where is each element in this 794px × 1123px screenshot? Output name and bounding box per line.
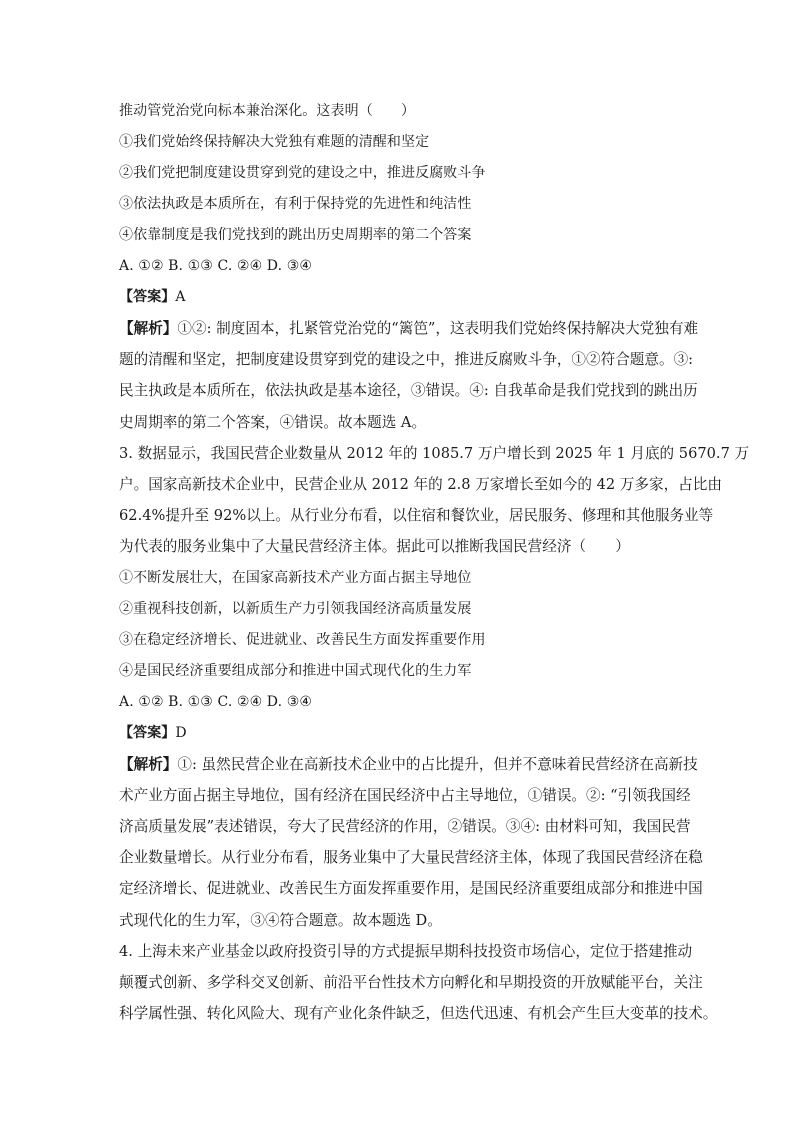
q2-choices: A. ①② B. ①③ C. ②④ D. ③④ [119, 258, 312, 274]
q2-analysis-line-1 [119, 313, 699, 344]
q3-analysis-line-2: 术产业方面占据主导地位，国有经济在国民经济中占主导地位，①错误。②: “引领我国经 [119, 786, 691, 804]
q3-option-1: ①不断发展壮大，在国家高新技术产业方面占据主导地位 [119, 569, 472, 586]
q3-choices: A. ①② B. ①③ C. ②④ D. ③④ [119, 693, 312, 710]
q2-stem-tail: 推动管党治党向标本兼治深化。这表明（ ） [119, 103, 416, 119]
q4-stem-line-2: 颠覆式创新、多学科交叉创新、前沿平台性技术方向孵化和早期投资的开放赋能平台，关注 [119, 974, 703, 992]
q3-answer-value: D [175, 724, 187, 741]
q4-stem-line-3: 科学属性强、转化风险大、现有产业化条件缺乏，但迭代迅速、有机会产生巨大变革的技术。 [119, 1005, 718, 1023]
q3-stem-line-2: 户。国家高新技术企业中，民营企业从 2012 年的 2.8 万家增长至如今的 42 万多家，占比由 [119, 476, 722, 494]
q3-analysis-line-5: 定经济增长、促进就业、改善民生方面发挥重要作用，是国民经济重要组成部分和推进中国 [119, 880, 703, 898]
q3-analysis-line-1 [119, 749, 698, 780]
q3-analysis-label: 【解析】 [119, 755, 178, 773]
q3-analysis-text-1: ①: 虽然民营企业在高新技术企业中的占比提升，但并不意味着民营经济在高新技 [177, 755, 698, 773]
q2-answer-value: A [175, 289, 186, 305]
q2-option-4: ④依靠制度是我们党找到的跳出历史周期率的第二个答案 [119, 227, 472, 243]
q3-option-2: ②重视科技创新，以新质生产力引领我国经济高质量发展 [119, 600, 472, 617]
q3-answer [119, 718, 679, 749]
q2-answer-label: 【答案】 [119, 289, 176, 305]
q3-analysis-line-3: 济高质量发展”表述错误，夸大了民营经济的作用，②错误。③④: 由材料可知，我国民营 [119, 818, 691, 836]
q4-stem-line-1: 4. 上海未来产业基金以政府投资引导的方式提振早期科技投资市场信心，定位于搭建推动 [119, 942, 693, 960]
q3-analysis-line-6: 式现代化的生力军，③④符合题意。故本题选 D。 [119, 911, 442, 929]
q3-option-4: ④是国民经济重要组成部分和推进中国式现代化的生力军 [119, 662, 472, 679]
q2-analysis-line-3: 民主执政是本质所在，依法执政是基本途径，③错误。④: 自我革命是我们党找到的跳出历 [119, 382, 698, 400]
q3-stem-line-1: 3. 数据显示，我国民营企业数量从 2012 年的 1085.7 万户增长到 2025 年 1 月底的 5670.7 万 [119, 444, 750, 462]
q2-option-2: ②我们党把制度建设贯穿到党的建设之中，推进反腐败斗争 [119, 165, 486, 181]
q2-answer [119, 282, 679, 313]
q2-option-1: ①我们党始终保持解决大党独有难题的清醒和坚定 [119, 134, 430, 150]
q3-option-3: ③在稳定经济增长、促进就业、改善民生方面发挥重要作用 [119, 631, 486, 648]
q2-analysis-text-1: ①②: 制度固本，扎紧管党治党的“篱笆”，这表明我们党始终保持解决大党独有难 [177, 320, 699, 337]
q2-analysis-line-4: 史周期率的第二个答案，④错误。故本题选 A。 [119, 413, 427, 431]
q3-analysis-line-4: 企业数量增长。从行业分布看，服务业集中了大量民营经济主体，体现了我国民营经济在稳 [119, 849, 703, 867]
q3-stem-line-3: 62.4%提升至 92%以上。从行业分布看，以住宿和餐饮业，居民服务、修理和其他服务业等 [119, 507, 714, 525]
exam-page [119, 96, 750, 1029]
q2-option-3: ③依法执政是本质所在，有利于保持党的先进性和纯洁性 [119, 196, 472, 212]
q3-answer-label: 【答案】 [119, 724, 176, 741]
q2-analysis-line-2: 题的清醒和坚定，把制度建设贯穿到党的建设之中，推进反腐败斗争，①②符合题意。③: [119, 351, 694, 369]
q3-stem-line-4: 为代表的服务业集中了大量民营经济主体。据此可以推断我国民营经济（ ） [119, 538, 630, 556]
q2-analysis-label: 【解析】 [119, 320, 178, 337]
